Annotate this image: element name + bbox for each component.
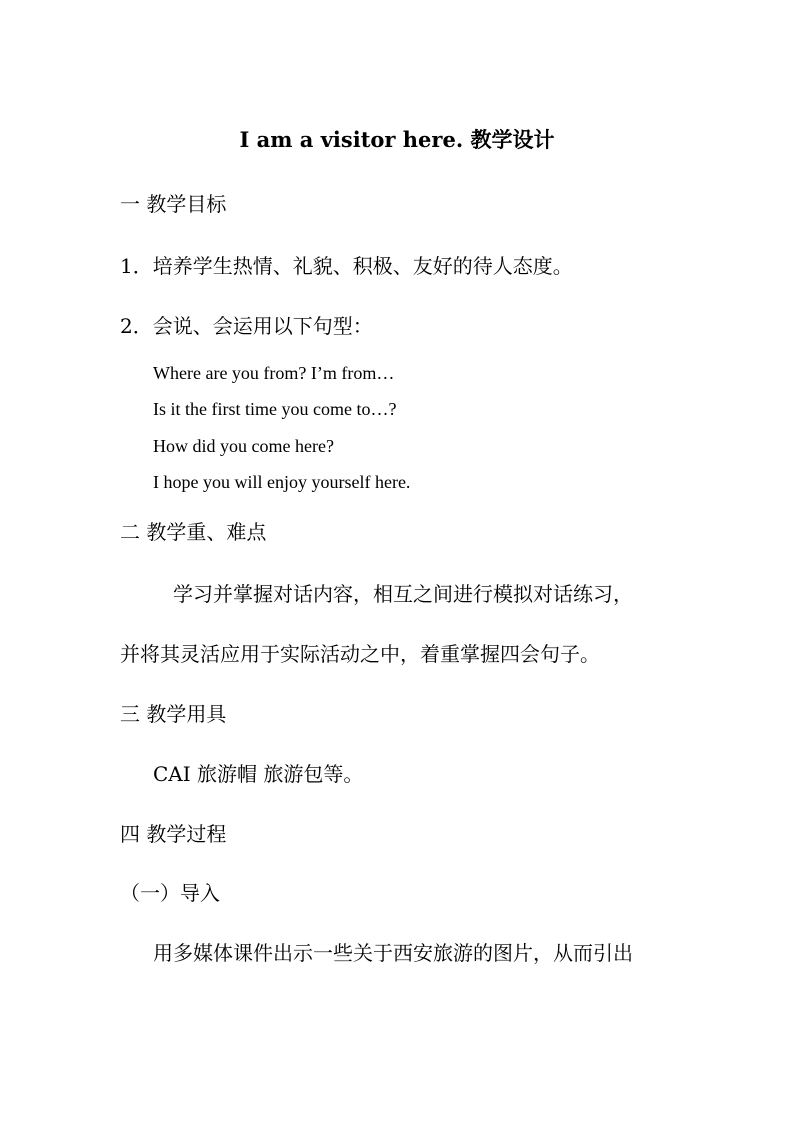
document-title: I am a visitor here. 教学设计 <box>239 127 555 152</box>
goal-1: 1．培养学生热情、礼貌、积极、友好的待人态度。 <box>120 254 573 278</box>
sentence-pattern-1: Where are you from? I’m from… <box>153 363 395 383</box>
sentence-pattern-3: How did you come here? <box>153 436 334 456</box>
sentence-pattern-2: Is it the first time you come to…? <box>153 399 397 419</box>
teaching-tools-content: CAI 旅游帽 旅游包等。 <box>153 762 364 786</box>
section-heading-teaching-process: 四 教学过程 <box>120 822 227 846</box>
key-points-paragraph-line-2: 并将其灵活应用于实际活动之中，着重掌握四会句子。 <box>120 642 600 666</box>
section-heading-teaching-goals: 一 教学目标 <box>120 192 227 216</box>
section-heading-key-points: 二 教学重、难点 <box>120 520 267 544</box>
section-heading-teaching-tools: 三 教学用具 <box>120 702 227 726</box>
subsection-heading-introduction: （一）导入 <box>120 881 220 905</box>
key-points-paragraph-line-1: 学习并掌握对话内容，相互之间进行模拟对话练习， <box>173 582 633 606</box>
introduction-paragraph-line-1: 用多媒体课件出示一些关于西安旅游的图片，从而引出 <box>153 941 633 965</box>
sentence-pattern-4: I hope you will enjoy yourself here. <box>153 472 411 492</box>
goal-2: 2．会说、会运用以下句型： <box>120 314 373 338</box>
